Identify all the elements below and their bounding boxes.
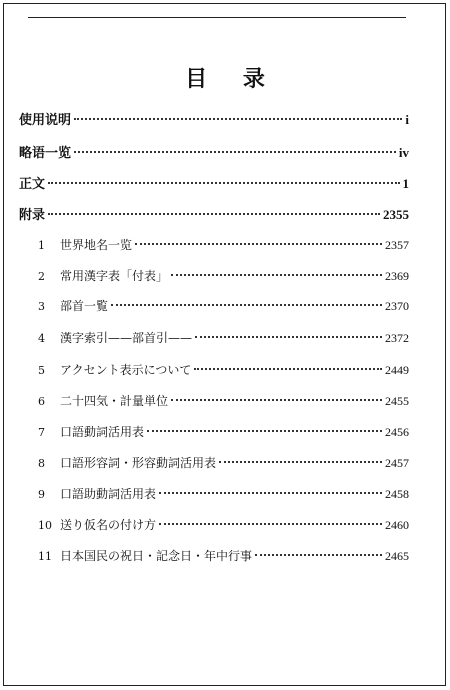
appendix-entry-page: 2456 [385, 425, 409, 439]
dot-leader [111, 304, 382, 306]
appendix-entry[interactable] [38, 423, 409, 440]
appendix-entry[interactable] [38, 454, 409, 471]
page-title: 目 录 [185, 67, 279, 92]
dot-leader [135, 243, 382, 245]
appendix-entry-page: 2460 [385, 518, 409, 532]
appendix-entry-page: 2369 [385, 269, 409, 283]
appendix-entry-label: 口語動詞活用表 [60, 425, 145, 439]
appendix-entry[interactable] [38, 392, 409, 409]
appendix-entry-number: 11 [38, 550, 52, 563]
appendix-entry-page: 2370 [385, 299, 409, 313]
toc-entry-page: iv [398, 145, 409, 160]
appendix-entry-number: 2 [38, 270, 45, 283]
appendix-entry-number: 8 [38, 457, 45, 470]
appendix-entry-label: 漢字索引——部首引—— [60, 331, 193, 345]
appendix-entry-number: 5 [38, 364, 45, 377]
appendix-entry-label: 二十四気・計量単位 [60, 394, 169, 408]
appendix-entry-number: 7 [38, 426, 45, 439]
appendix-entry-label: 日本国民の祝日・記念日・年中行事 [60, 549, 253, 563]
appendix-entry[interactable] [38, 516, 409, 533]
appendix-entry-page: 2449 [385, 363, 409, 377]
dot-leader [194, 368, 382, 370]
dot-leader [74, 118, 402, 120]
appendix-entry[interactable] [38, 267, 409, 284]
appendix-entry[interactable] [38, 297, 409, 314]
toc-entry-label: 使用说明 [19, 113, 72, 128]
dot-leader [48, 182, 399, 184]
appendix-entry-page: 2458 [385, 487, 409, 501]
appendix-entry-number: 6 [38, 395, 45, 408]
toc-entry-main-text[interactable] [19, 173, 409, 192]
dot-leader [159, 523, 382, 525]
appendix-entry-page: 2357 [385, 238, 409, 252]
toc-entry-label: 略语一览 [19, 146, 72, 161]
toc-entry-page: 2355 [383, 207, 409, 222]
toc-entry-usage[interactable] [19, 109, 409, 128]
toc-entry-label: 附录 [19, 208, 46, 223]
toc-entry-page: i [405, 112, 409, 127]
appendix-entry-label: 送り仮名の付け方 [60, 518, 157, 532]
dot-leader [255, 554, 382, 556]
toc-entry-appendix[interactable] [19, 204, 409, 223]
appendix-entry[interactable] [38, 547, 409, 564]
toc-entry-label: 正文 [19, 177, 46, 192]
appendix-entry[interactable] [38, 236, 409, 253]
appendix-entry-label: 口語形容詞・形容動詞活用表 [60, 456, 217, 470]
appendix-entry-number: 4 [38, 332, 45, 345]
dot-leader [48, 213, 380, 215]
dot-leader [219, 461, 382, 463]
appendix-entry-page: 2457 [385, 456, 409, 470]
appendix-entry-page: 2465 [385, 549, 409, 563]
appendix-entry-label: 口語助動詞活用表 [60, 487, 157, 501]
dot-leader [147, 430, 382, 432]
dot-leader [74, 151, 396, 153]
appendix-entry[interactable] [38, 329, 409, 346]
appendix-entry-label: 常用漢字表「付表」 [60, 269, 169, 283]
appendix-entry-number: 1 [38, 239, 45, 252]
header-rule [28, 17, 406, 18]
dot-leader [159, 492, 382, 494]
appendix-entry[interactable] [38, 485, 409, 502]
dot-leader [171, 274, 382, 276]
appendix-entry-number: 9 [38, 488, 45, 501]
toc-entry-page: 1 [402, 176, 409, 191]
appendix-entry-number: 3 [38, 300, 45, 313]
dot-leader [171, 399, 382, 401]
appendix-entry[interactable] [38, 361, 409, 378]
appendix-entry-label: 世界地名一览 [60, 238, 133, 252]
appendix-entry-page: 2372 [385, 331, 409, 345]
dot-leader [195, 336, 382, 338]
toc-entry-abbreviations[interactable] [19, 142, 409, 161]
appendix-entry-label: 部首一覧 [60, 299, 109, 313]
appendix-entry-label: アクセント表示について [60, 363, 192, 377]
appendix-entry-number: 10 [38, 519, 52, 532]
appendix-entry-page: 2455 [385, 394, 409, 408]
